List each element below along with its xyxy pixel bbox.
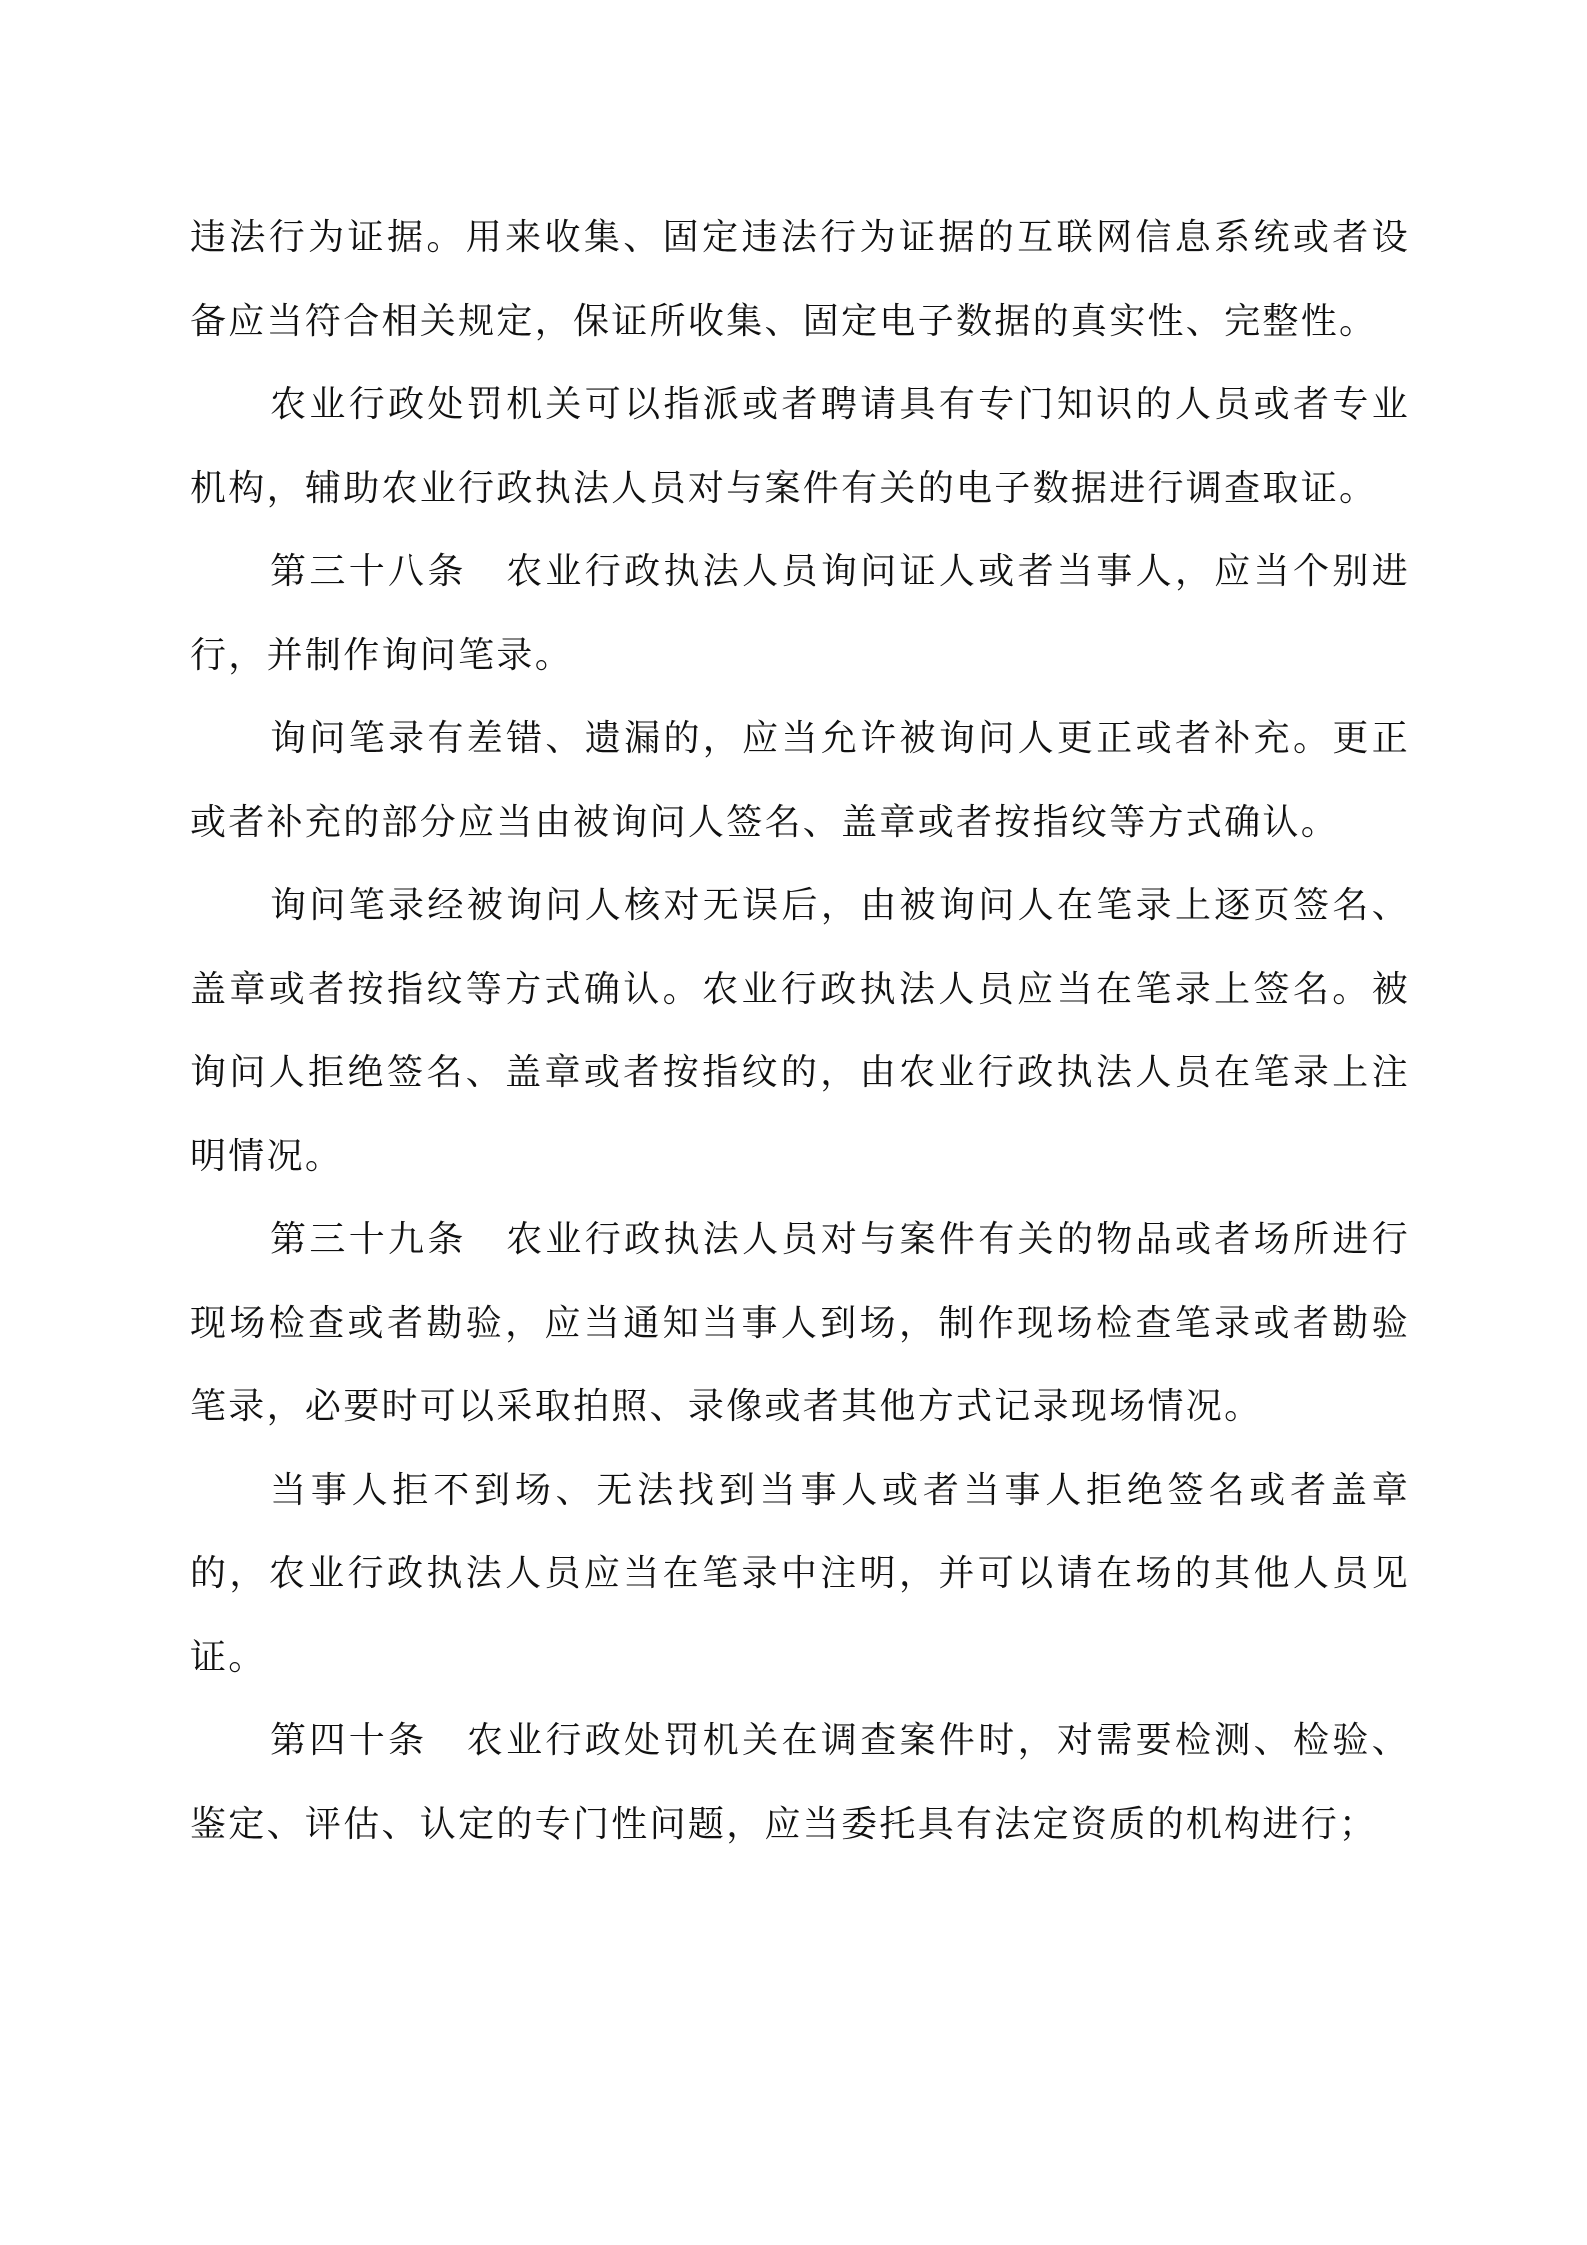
paragraph: 询问笔录经被询问人核对无误后，由被询问人在笔录上逐页签名、盖章或者按指纹等方式确认。农业行政执法人员应当在笔录上签名。被询问人拒绝签名、盖章或者按指纹的，由农业行政执法人员在笔录上注明情况。 [190, 885, 1410, 1177]
article-38: 第三十八条 农业行政执法人员询问证人或者当事人，应当个别进行，并制作询问笔录。 [190, 551, 1410, 676]
article-40: 第四十条 农业行政处罚机关在调查案件时，对需要检测、检验、鉴定、评估、认定的专门性问题，应当委托具有法定资质的机构进行； [190, 1720, 1410, 1845]
paragraph: 农业行政处罚机关可以指派或者聘请具有专门知识的人员或者专业机构，辅助农业行政执法人员对与案件有关的电子数据进行调查取证。 [190, 384, 1410, 509]
document-body [190, 196, 1410, 1866]
article-39: 第三十九条 农业行政执法人员对与案件有关的物品或者场所进行现场检查或者勘验，应当通知当事人到场，制作现场检查笔录或者勘验笔录，必要时可以采取拍照、录像或者其他方式记录现场情况。 [190, 1219, 1410, 1427]
paragraph: 询问笔录有差错、遗漏的，应当允许被询问人更正或者补充。更正或者补充的部分应当由被询问人签名、盖章或者按指纹等方式确认。 [190, 718, 1410, 843]
paragraph-continuation: 违法行为证据。用来收集、固定违法行为证据的互联网信息系统或者设备应当符合相关规定，保证所收集、固定电子数据的真实性、完整性。 [190, 217, 1410, 342]
paragraph: 当事人拒不到场、无法找到当事人或者当事人拒绝签名或者盖章的，农业行政执法人员应当在笔录中注明，并可以请在场的其他人员见证。 [190, 1469, 1410, 1678]
